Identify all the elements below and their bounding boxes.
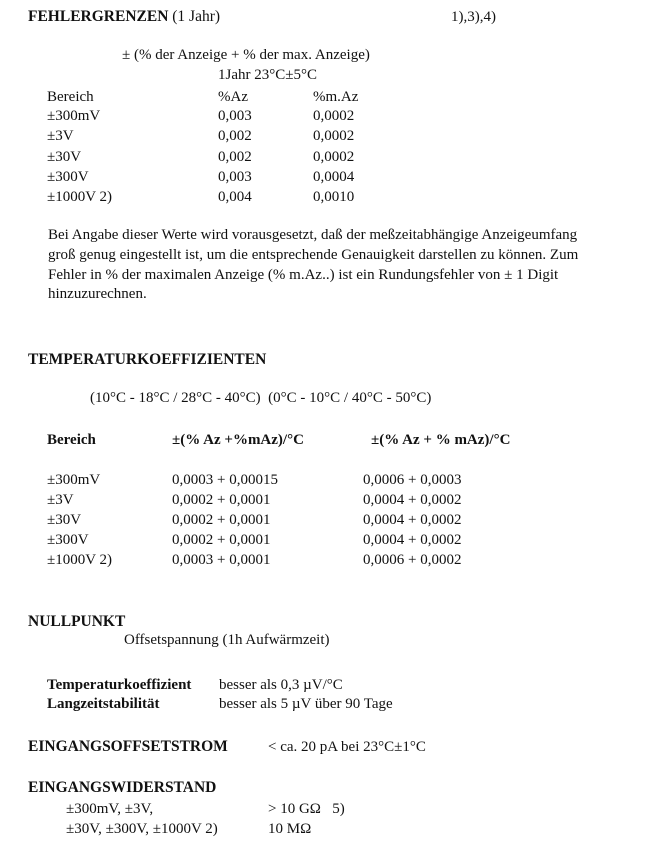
range-cell: ±300mV (47, 108, 101, 124)
table-row (0, 107, 657, 127)
fehlergrenzen-footnotes: 1),3),4) (451, 9, 496, 25)
value-cell: 0,0006 + 0,0002 (363, 552, 462, 568)
value-cell: 0,0002 (313, 128, 355, 144)
value-cell: 0,0003 + 0,0001 (172, 552, 271, 568)
value-cell: 0,003 (218, 169, 252, 185)
value-cell: 0,002 (218, 149, 252, 165)
table-row (0, 531, 657, 551)
table-row (0, 511, 657, 531)
column-header: %m.Az (313, 89, 359, 105)
column-header: Bereich (47, 89, 94, 105)
range-cell: ±1000V 2) (47, 189, 113, 205)
value-cell: 0,0002 (313, 108, 355, 124)
value-cell: 0,003 (218, 108, 252, 124)
temperaturkoeffizienten-heading: TEMPERATURKOEFFIZIENTEN (28, 351, 267, 368)
value-cell: 0,0010 (313, 189, 355, 205)
range-cell: ±300V (47, 532, 89, 548)
value-cell: 0,0002 + 0,0001 (172, 532, 271, 548)
fehlergrenzen-title: FEHLERGRENZEN (28, 8, 169, 25)
table-row (0, 800, 657, 820)
value-cell: 0,004 (218, 189, 252, 205)
value-cell: 10 MΩ (268, 821, 312, 837)
value-cell: 0,0004 (313, 169, 355, 185)
eingangswiderstand-heading: EINGANGSWIDERSTAND (28, 779, 217, 796)
table-row (0, 471, 657, 491)
nullpunkt-heading: NULLPUNKT (28, 613, 126, 630)
range-cell: ±3V (47, 128, 74, 144)
fehlergrenzen-note: Bei Angabe dieser Werte wird vorausgesetzt, daß der meßzeitabhängige Anzeigeumfang groß genug eingestellt ist, um die entsprechende Genauigkeit darstellen zu können. Zum Fehler in % der maximalen Anzeige (% m.Az..) ist ein Rundungsfehler von ± 1 Digit hinzuzurechnen. (48, 227, 579, 303)
range-cell: ±300mV, ±3V, (66, 801, 154, 817)
temperature-ranges: (10°C - 18°C / 28°C - 40°C) (0°C - 10°C / 40°C - 50°C) (90, 390, 432, 406)
fehlergrenzen-condition: 1Jahr 23°C±5°C (218, 67, 317, 83)
fehlergrenzen-formula: ± (% der Anzeige + % der max. Anzeige) (122, 47, 370, 63)
value-cell: 0,0003 + 0,00015 (172, 472, 278, 488)
temperaturkoeffizient-row (0, 676, 657, 696)
table-row (0, 127, 657, 147)
value-cell: 0,0004 + 0,0002 (363, 492, 462, 508)
langzeitstabilitaet-value: besser als 5 µV über 90 Tage (219, 696, 393, 712)
value-cell: 0,0002 (313, 149, 355, 165)
eingangsoffsetstrom-row (0, 738, 657, 758)
range-cell: ±3V (47, 492, 74, 508)
table-row (0, 148, 657, 168)
range-cell: ±30V (47, 512, 82, 528)
temperaturkoeffizienten-header-row (0, 431, 657, 451)
table-row (0, 168, 657, 188)
temperaturkoeffizient-value: besser als 0,3 µV/°C (219, 677, 343, 693)
table-row (0, 188, 657, 208)
column-header: %Az (218, 89, 248, 105)
fehlergrenzen-heading (28, 8, 220, 27)
temperaturkoeffizient-label: Temperaturkoeffizient (47, 677, 192, 693)
value-cell: 0,002 (218, 128, 252, 144)
range-cell: ±300mV (47, 472, 101, 488)
eingangsoffsetstrom-heading: EINGANGSOFFSETSTROM (28, 738, 228, 755)
table-row (0, 551, 657, 571)
value-cell: 0,0002 + 0,0001 (172, 512, 271, 528)
value-cell: 0,0004 + 0,0002 (363, 532, 462, 548)
column-header: ±(% Az +%mAz)/°C (172, 432, 304, 448)
range-cell: ±1000V 2) (47, 552, 113, 568)
column-header: Bereich (47, 432, 96, 448)
value-cell: > 10 GΩ 5) (268, 801, 345, 817)
range-cell: ±30V, ±300V, ±1000V 2) (66, 821, 218, 837)
eingangsoffsetstrom-value: < ca. 20 pA bei 23°C±1°C (268, 739, 426, 755)
fehlergrenzen-header-row (0, 88, 657, 108)
fehlergrenzen-period: (1 Jahr) (168, 8, 221, 25)
value-cell: 0,0006 + 0,0003 (363, 472, 462, 488)
value-cell: 0,0004 + 0,0002 (363, 512, 462, 528)
column-header: ±(% Az + % mAz)/°C (371, 432, 511, 448)
table-row (0, 820, 657, 840)
langzeitstabilitaet-row (0, 695, 657, 715)
value-cell: 0,0002 + 0,0001 (172, 492, 271, 508)
langzeitstabilitaet-label: Langzeitstabilität (47, 696, 160, 712)
range-cell: ±30V (47, 149, 82, 165)
table-row (0, 491, 657, 511)
nullpunkt-subheading: Offsetspannung (1h Aufwärmzeit) (124, 632, 330, 648)
range-cell: ±300V (47, 169, 89, 185)
